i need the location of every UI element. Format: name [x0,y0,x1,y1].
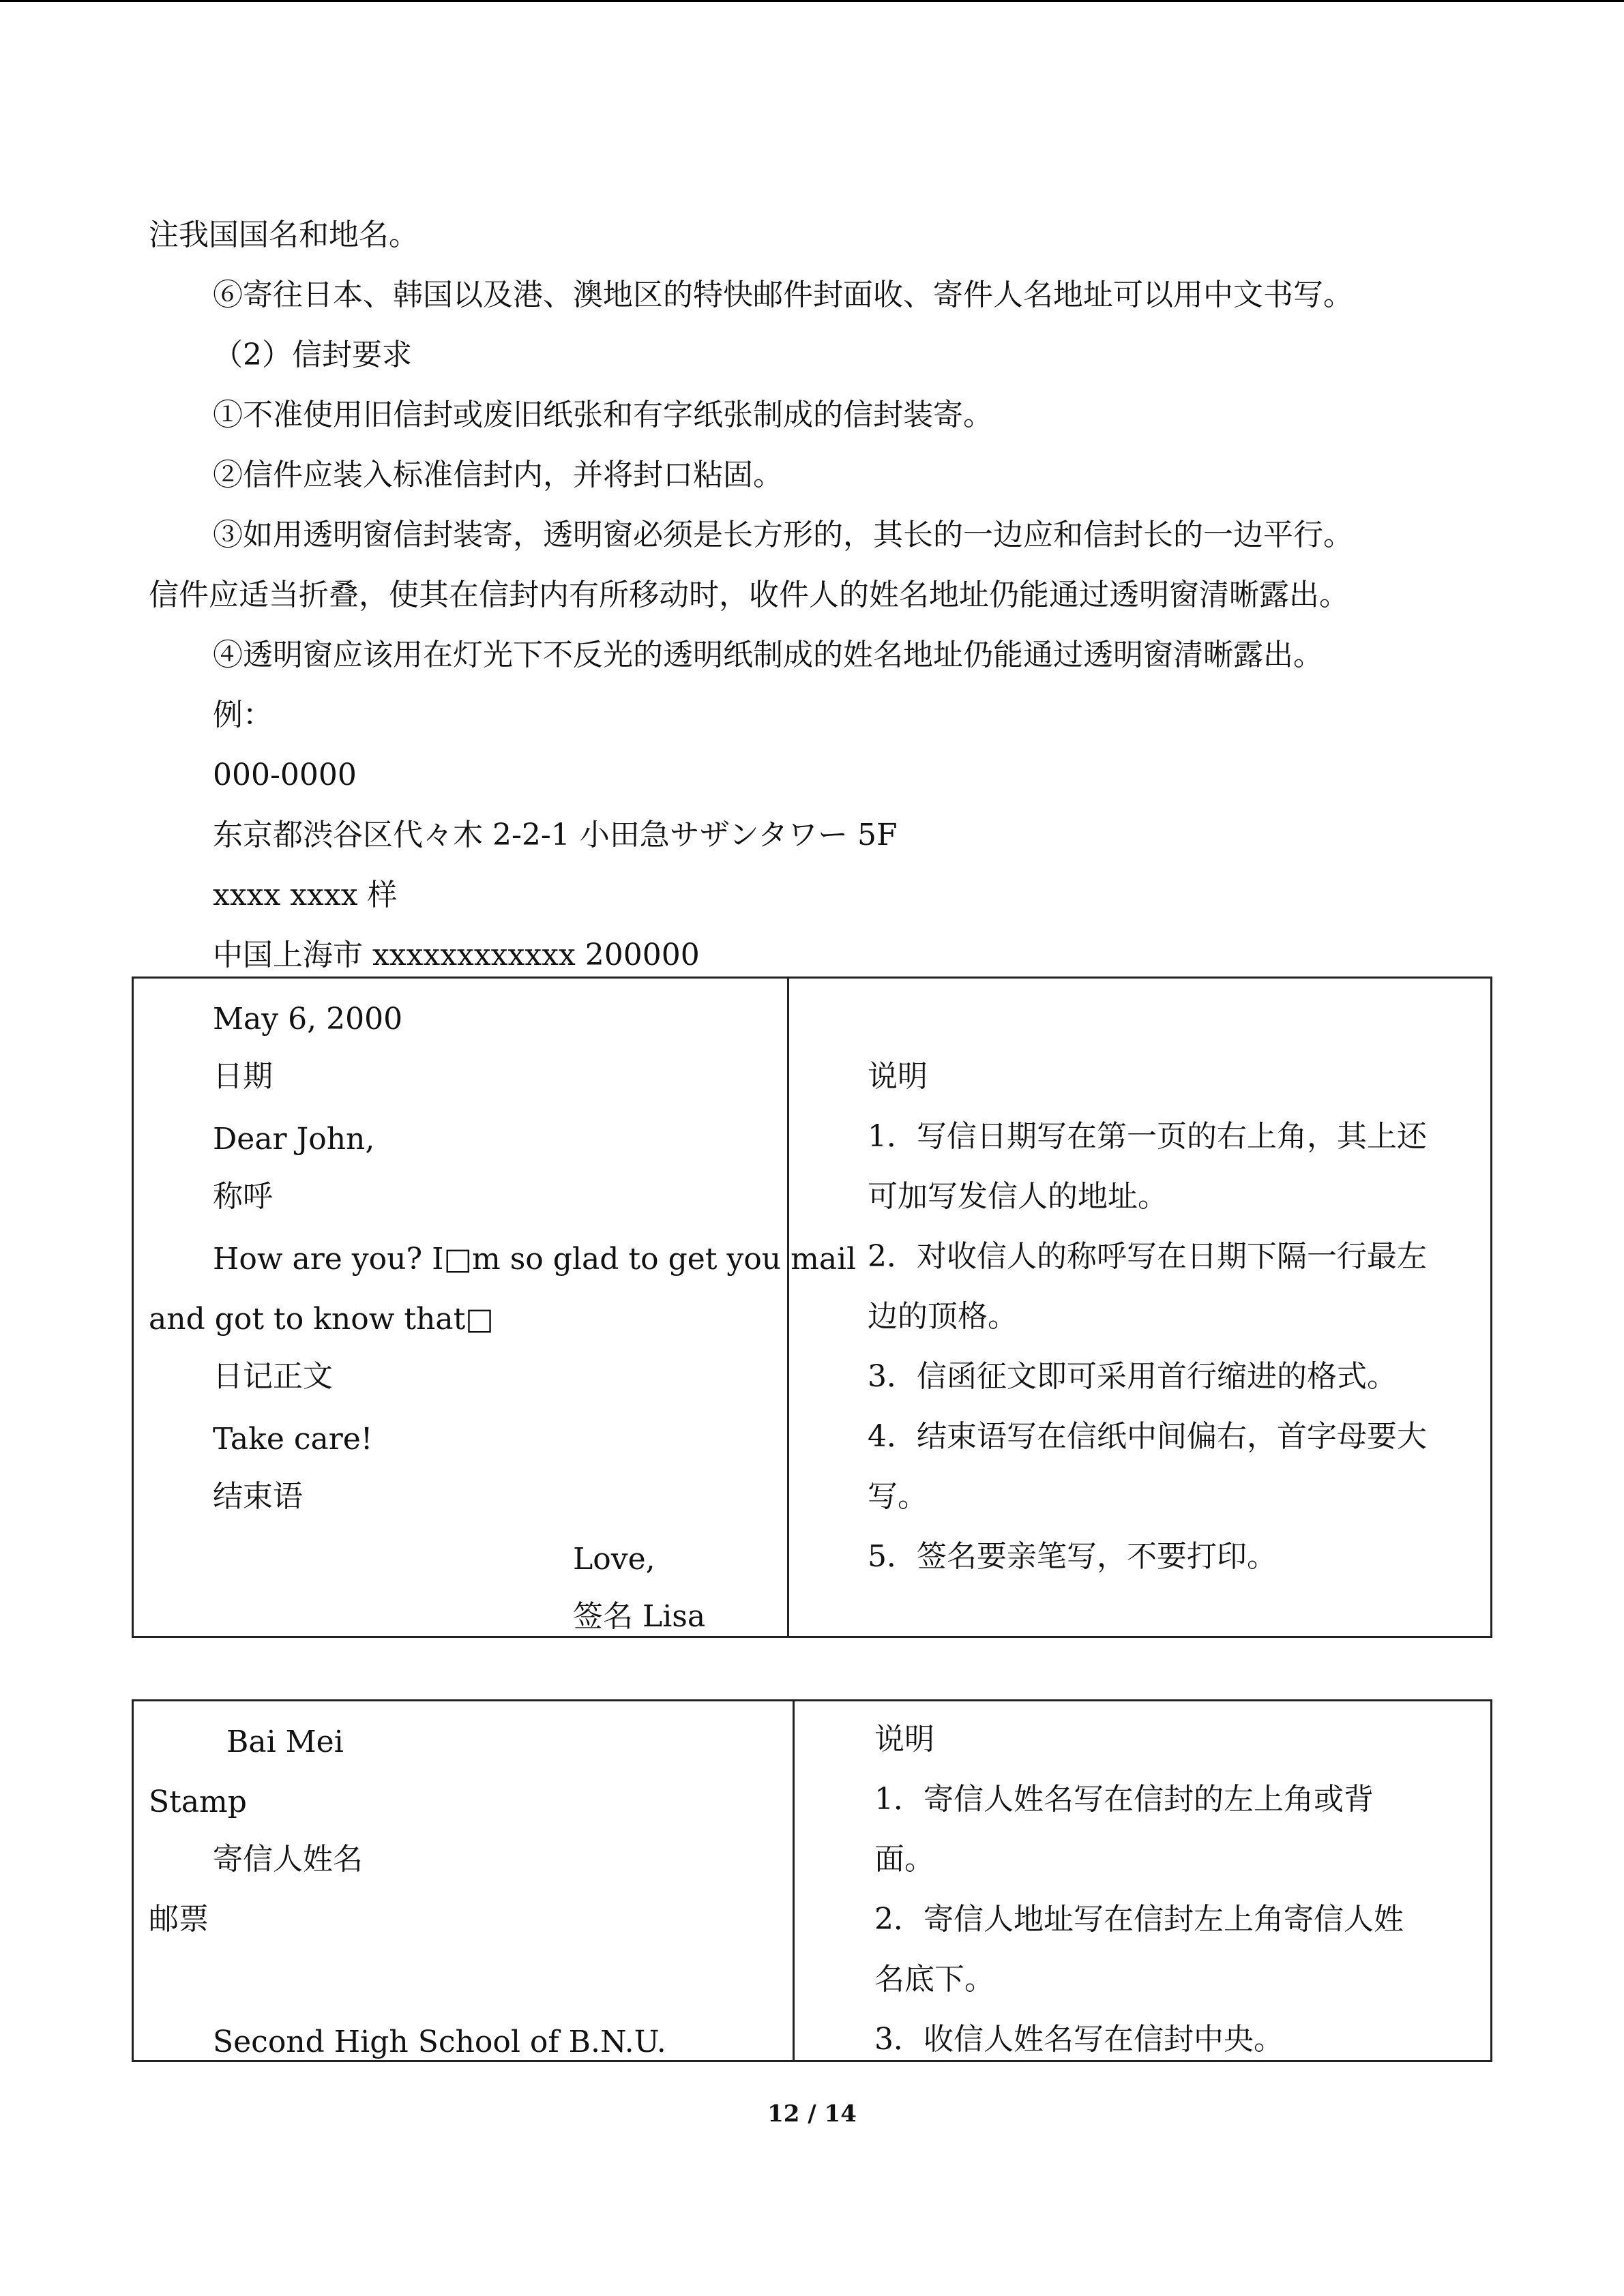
notes-line: 4．结束语写在信纸中间偏右，首字母要大 [868,1419,1427,1454]
letter-date-label: 日期 [213,1059,273,1094]
page-number: 12 / 14 [767,2100,857,2128]
page-top-border [0,0,1624,2]
notes-line: 3．信函征文即可采用首行缩进的格式。 [868,1359,1397,1394]
example-name: xxxx xxxx 样 [213,878,398,912]
notes-line: 2．对收信人的称呼写在日期下隔一行最左 [868,1239,1427,1274]
letter-salutation: Dear John, [213,1122,375,1157]
notes-line: 3．收信人姓名写在信封中央。 [874,2022,1284,2057]
letter-body-label: 日记正文 [213,1359,333,1394]
envelope-stamp-label: 邮票 [149,1902,209,1937]
notes-heading: 说明 [874,1722,934,1757]
example-postcode: 000-0000 [213,758,357,792]
notes-line: 1．寄信人姓名写在信封的左上角或背 [874,1782,1374,1817]
body-line: ④透明窗应该用在灯光下不反光的透明纸制成的姓名地址仍能通过透明窗清晰露出。 [213,638,1323,672]
letter-date: May 6, 2000 [213,1002,403,1037]
notes-line: 可加写发信人的地址。 [868,1179,1168,1214]
body-line: 注我国国名和地名。 [149,218,419,252]
example-sender-address: 中国上海市 xxxxxxxxxxxx 200000 [213,938,700,972]
notes-line: 1．写信日期写在第一页的右上角，其上还 [868,1119,1427,1154]
letter-body-line: and got to know that□ [149,1302,494,1337]
notes-line: 名底下。 [874,1962,994,1997]
letter-closing: Take care! [213,1422,373,1457]
notes-line: 面。 [874,1842,934,1877]
notes-line: 5．签名要亲笔写，不要打印。 [868,1539,1277,1574]
letter-body-line: How are you? I□m so glad to get you mail [213,1242,857,1277]
notes-line: 边的顶格。 [868,1299,1018,1334]
example-label: 例： [213,698,273,732]
letter-signoff: Love, [573,1542,655,1577]
letter-salutation-label: 称呼 [213,1179,273,1214]
notes-line: 2．寄信人地址写在信封左上角寄信人姓 [874,1902,1404,1937]
letter-closing-label: 结束语 [213,1479,303,1514]
letter-signature: 签名 Lisa [573,1599,706,1634]
section-heading: （2）信封要求 [213,338,412,372]
envelope-sender-address: Second High School of B.N.U. [213,2025,666,2059]
notes-heading: 说明 [868,1059,928,1094]
envelope-stamp: Stamp [149,1785,247,1819]
envelope-sender-name: Bai Mei [226,1725,344,1759]
body-line: ③如用透明窗信封装寄，透明窗必须是长方形的，其长的一边应和信封长的一边平行。 [213,518,1353,552]
table-divider [787,979,789,1636]
body-line: 信件应适当折叠，使其在信封内有所移动时，收件人的姓名地址仍能通过透明窗清晰露出。 [149,578,1349,612]
envelope-sender-name-label: 寄信人姓名 [213,1842,363,1877]
body-line: ②信件应装入标准信封内，并将封口粘固。 [213,458,783,492]
table-divider [793,1701,795,2060]
body-line: ①不准使用旧信封或废旧纸张和有字纸张制成的信封装寄。 [213,398,993,432]
example-address: 东京都渋谷区代々木 2-2-1 小田急サザンタワー 5F [213,818,898,852]
body-line: ⑥寄往日本、韩国以及港、澳地区的特快邮件封面收、寄件人名地址可以用中文书写。 [213,278,1353,312]
notes-line: 写。 [868,1479,928,1514]
